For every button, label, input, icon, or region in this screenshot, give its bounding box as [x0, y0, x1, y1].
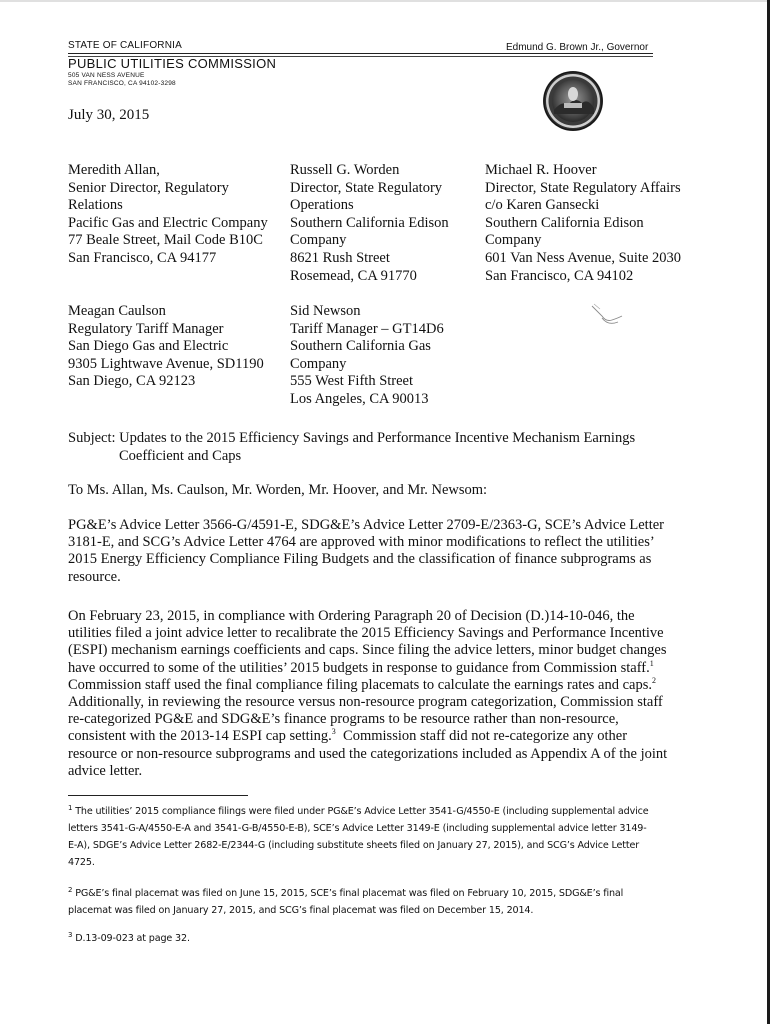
footnote-text: D.13-09-023 at page 32.	[72, 933, 190, 944]
address-line: Director, State Regulatory Affairs	[485, 179, 681, 196]
recipient-block-caulson	[68, 303, 264, 391]
paragraph-line: re-categorized PG&E and SDG&E’s finance programs to be resource rather than non-resource,	[68, 711, 619, 728]
paragraph-line: PG&E’s Advice Letter 3566-G/4591-E, SDG&E’s Advice Letter 2709-E/2363-G, SCE’s Advice Letter	[68, 517, 665, 533]
address-line: San Francisco, CA 94177	[68, 249, 217, 266]
address-line: Relations	[68, 197, 123, 214]
footnote-3	[68, 930, 708, 947]
footnote-line	[68, 803, 708, 820]
address-line: San Diego Gas and Electric	[68, 338, 229, 355]
letterhead-state: STATE OF CALIFORNIA	[68, 40, 182, 51]
recipient-block-worden	[290, 162, 449, 285]
paragraph-text: Commission staff did not re-categorize any other	[335, 728, 628, 745]
paragraph-line: resource.	[68, 568, 121, 585]
footnote-text: PG&E’s final placemat was filed on June 15, 2015, SCE’s final placemat was filed on February 10, 2015, SDG&E’s final	[72, 888, 624, 899]
address-line: Southern California Gas	[290, 338, 431, 355]
state-seal-icon	[542, 70, 604, 132]
address-line: Michael R. Hoover	[485, 162, 597, 178]
footnote-line: 4725.	[68, 857, 95, 868]
paragraph-line: On February 23, 2015, in compliance with Ordering Paragraph 20 of Decision (D.)14-10-046, the	[68, 608, 635, 624]
letterhead-address-city: SAN FRANCISCO, CA 94102-3298	[68, 80, 176, 87]
paragraph-line: (ESPI) mechanism earnings coefficients and caps. Since filing the advice letters, minor budget changes	[68, 642, 667, 659]
paragraph-line: utilities filed a joint advice letter to recalibrate the 2015 Efficiency Savings and Performance Incentive	[68, 625, 664, 642]
paragraph-line: 3181-E, and SCG’s Advice Letter 4764 are approved with minor modifications to reflect the utilities’	[68, 534, 655, 551]
address-line: San Diego, CA 92123	[68, 373, 196, 390]
handwritten-mark-icon	[588, 300, 628, 330]
footnote-2	[68, 885, 708, 919]
address-line: Southern California Edison	[485, 214, 644, 231]
footnote-line: placemat was filed on January 27, 2015, and SCG’s final placemat was filed on December 15, 2014.	[68, 905, 534, 916]
address-line: Rosemead, CA 91770	[290, 267, 417, 284]
footnote-mark: 1	[68, 803, 73, 812]
letterhead-governor: Edmund G. Brown Jr., Governor	[506, 42, 649, 53]
footnote-line: letters 3541-G-A/4550-E-A and 3541-G-B/4550-E-B), SCE’s Advice Letter 3149-E (including supplemental advice letter 3149-	[68, 823, 647, 834]
address-line: Sid Newson	[290, 303, 361, 319]
paragraph-line: 2015 Energy Efficiency Compliance Filing Budgets and the classification of finance subprograms as	[68, 551, 652, 568]
address-line: c/o Karen Gansecki	[485, 197, 600, 214]
paragraph-line: resource or non-resource subprograms and used the categorizations included as Appendix A of the joint	[68, 745, 668, 762]
footnote-line	[68, 885, 708, 902]
address-line: Company	[290, 232, 347, 249]
letter-date: July 30, 2015	[68, 107, 150, 123]
footnote-1	[68, 803, 708, 871]
footnote-mark: 2	[68, 885, 73, 894]
address-line: Russell G. Worden	[290, 162, 400, 178]
address-line: San Francisco, CA 94102	[485, 267, 634, 284]
address-line: Director, State Regulatory	[290, 179, 443, 196]
address-line: Company	[290, 355, 347, 372]
letterhead-address-street: 505 VAN NESS AVENUE	[68, 72, 145, 79]
address-line: Meredith Allan,	[68, 162, 160, 178]
paragraph-line	[68, 728, 708, 745]
body-paragraph-background	[68, 608, 708, 780]
subject-line: Subject: Updates to the 2015 Efficiency Savings and Performance Incentive Mechanism Earnings	[68, 430, 636, 446]
letter-salutation: To Ms. Allan, Ms. Caulson, Mr. Worden, Mr. Hoover, and Mr. Newsom:	[68, 482, 488, 498]
paragraph-line	[68, 677, 708, 694]
footnote-line: E-A), SDGE’s Advice Letter 2682-E/2344-G (including substitute sheets filed on January 27, 2015), and SCG’s Advice Letter	[68, 840, 640, 851]
footnote-ref-1[interactable]: 1	[649, 658, 654, 668]
page-top-edge	[0, 0, 770, 2]
address-line: Southern California Edison	[290, 214, 449, 231]
address-line: Regulatory Tariff Manager	[68, 320, 224, 337]
paragraph-line	[68, 660, 708, 677]
footnote-ref-2[interactable]: 2	[651, 675, 656, 685]
footnote-line	[68, 930, 708, 947]
body-paragraph-approval	[68, 517, 708, 586]
footnote-separator	[68, 795, 248, 796]
address-line: Meagan Caulson	[68, 303, 166, 319]
address-line: 8621 Rush Street	[290, 249, 390, 266]
footnote-text: The utilities’ 2015 compliance filings were filed under PG&E’s Advice Letter 3541-G/4550-E (including supplemental advice	[72, 806, 649, 817]
letter-subject	[68, 430, 635, 465]
address-line: Los Angeles, CA 90013	[290, 390, 429, 407]
recipient-block-newson	[290, 303, 444, 409]
footnote-ref-3[interactable]: 3	[331, 727, 336, 737]
paragraph-text: consistent with the 2013-14 ESPI cap setting.	[68, 728, 332, 745]
paragraph-text: have occurred to some of the utilities’ 2015 budgets in response to guidance from Commission staff.	[68, 659, 650, 676]
address-line: Operations	[290, 197, 354, 214]
recipient-block-allan	[68, 162, 268, 268]
address-line: 555 West Fifth Street	[290, 373, 414, 390]
address-line: 601 Van Ness Avenue, Suite 2030	[485, 249, 682, 266]
recipient-block-hoover	[485, 162, 681, 285]
paragraph-line: advice letter.	[68, 762, 143, 779]
letterhead-commission: PUBLIC UTILITIES COMMISSION	[68, 56, 277, 71]
address-line: 77 Beale Street, Mail Code B10C	[68, 232, 263, 249]
paragraph-text: Commission staff used the final compliance filing placemats to calculate the earnings rates and caps.	[68, 676, 652, 693]
address-line: Company	[485, 232, 542, 249]
letterhead-rule	[68, 53, 653, 54]
address-line: 9305 Lightwave Avenue, SD1190	[68, 355, 264, 372]
address-line: Pacific Gas and Electric Company	[68, 214, 268, 231]
paragraph-line: Additionally, in reviewing the resource versus non-resource program categorization, Commission staff	[68, 694, 663, 711]
footnote-mark: 3	[68, 930, 73, 939]
address-line: Tariff Manager – GT14D6	[290, 320, 444, 337]
subject-line-continued: Coefficient and Caps	[119, 447, 242, 464]
address-line: Senior Director, Regulatory	[68, 179, 229, 196]
